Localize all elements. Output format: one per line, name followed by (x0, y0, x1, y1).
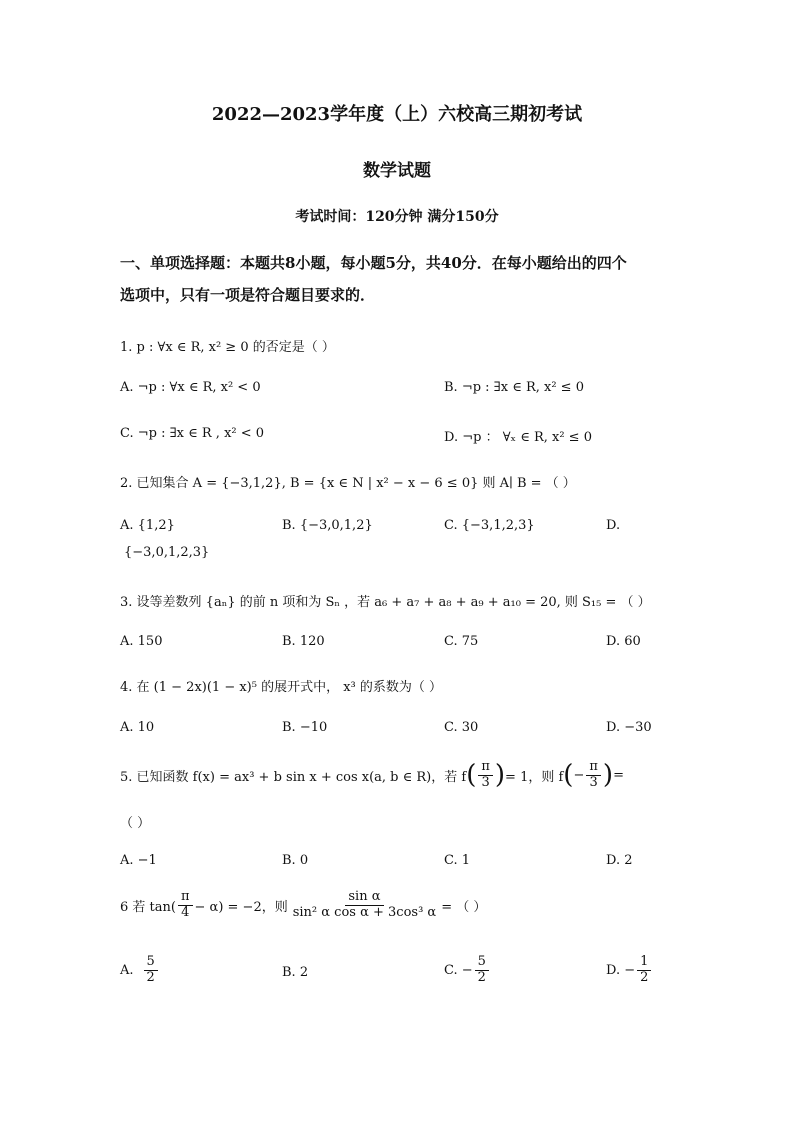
question-4-option-b: B. −10 (282, 720, 328, 735)
question-5-option-d: D. 2 (606, 853, 633, 868)
question-4-option-a: A. 10 (120, 720, 155, 735)
question-6-option-d: D. − $\frac{1}{2}$ (606, 955, 653, 986)
question-5-option-c: C. 1 (444, 853, 471, 868)
section-heading-line2: 选项中，只有一项是符合题目要求的． (120, 286, 376, 304)
question-1-option-c: C. ¬p : ∃x ∈ R , x² < 0 (120, 426, 265, 441)
question-3-option-c: C. 75 (444, 634, 479, 649)
section-heading-line1: 一、单项选择题：本题共8小题，每小题5分，共40分．在每小题给出的四个 (120, 254, 627, 272)
subject-title: 数学试题 (363, 161, 431, 181)
question-3-option-a: A. 150 (120, 634, 163, 649)
question-6-option-c: C. − $\frac{5}{2}$ (444, 955, 491, 986)
question-6-option-a: A. $\frac{5}{2}$ (120, 955, 160, 986)
question-3-option-d: D. 60 (606, 634, 641, 649)
question-2-option-d-value: {−3,0,1,2,3} (124, 545, 210, 560)
question-2-option-a: A. {1,2} (120, 518, 175, 533)
question-1-option-d: D. ¬p ： ∀ₓ ∈ R, x² ≤ 0 (444, 430, 592, 445)
question-5-fraction-1: $\frac{\pi}{3}$ (478, 760, 493, 791)
question-5-stem: 5. 已知函数 f(x) = ax³ + b sin x + cos x(a, b ∈ R)，若 f ( $\frac{\pi}{3}$ ) = 1，则 f ( − $\frac{\pi}{3}$ ) = (120, 759, 624, 791)
question-5-stem-part-a: 5. 已知函数 f(x) = ax³ + b sin x + cos x(a, b ∈ R)，若 f (120, 769, 467, 785)
question-4-stem: 4. 在 (1 − 2x)(1 − x)⁵ 的展开式中， x³ 的系数为（ ） (120, 680, 443, 695)
question-4-option-d: D. −30 (606, 720, 652, 735)
question-1-option-b: B. ¬p : ∃x ∈ R, x² ≤ 0 (444, 380, 584, 395)
question-2-option-d: D. (606, 518, 621, 533)
question-1-option-a: A. ¬p : ∀x ∈ R, x² < 0 (120, 380, 261, 395)
question-3-stem: 3. 设等差数列 {aₙ} 的前 n 项和为 Sₙ ，若 a₆ + a₇ + a₈ + a₉ + a₁₀ = 20, 则 S₁₅ = （ ） (120, 595, 651, 610)
question-5-stem-part-c: = (613, 767, 624, 783)
question-6-stem: 6 若 tan( $\frac{\pi}{4}$ − α) = −2，则 $\frac{\text{sin α}}{\text{sin² α cos α + 3cos³ α}}$ = （ ） (120, 889, 487, 920)
question-6-fraction-2: $\frac{\text{sin α}}{\text{sin² α cos α + 3cos³ α}}$ (292, 889, 437, 920)
exam-title: 2022—2023学年度（上）六校高三期初考试 (211, 104, 583, 125)
question-4-option-c: C. 30 (444, 720, 479, 735)
question-2-option-c: C. {−3,1,2,3} (444, 518, 535, 533)
question-2-option-b: B. {−3,0,1,2} (282, 518, 373, 533)
question-5-option-a: A. −1 (120, 853, 157, 868)
question-6-option-b: B. 2 (282, 965, 309, 980)
question-5-stem-part-b: = 1，则 f (505, 769, 564, 785)
question-5-fraction-2: $\frac{\pi}{3}$ (586, 760, 601, 791)
question-6-fraction-1: $\frac{\pi}{4}$ (178, 890, 193, 921)
question-1-stem: 1. p : ∀x ∈ R, x² ≥ 0 的否定是（ ） (120, 340, 335, 355)
question-5-option-b: B. 0 (282, 853, 309, 868)
question-5-blank: （ ） (120, 816, 151, 831)
exam-info: 考试时间：120分钟 满分150分 (295, 209, 499, 225)
question-2-stem: 2. 已知集合 A = {−3,1,2}, B = {x ∈ N | x² − x − 6 ≤ 0} 则 A∣ B = （ ） (120, 476, 576, 491)
question-3-option-b: B. 120 (282, 634, 325, 649)
